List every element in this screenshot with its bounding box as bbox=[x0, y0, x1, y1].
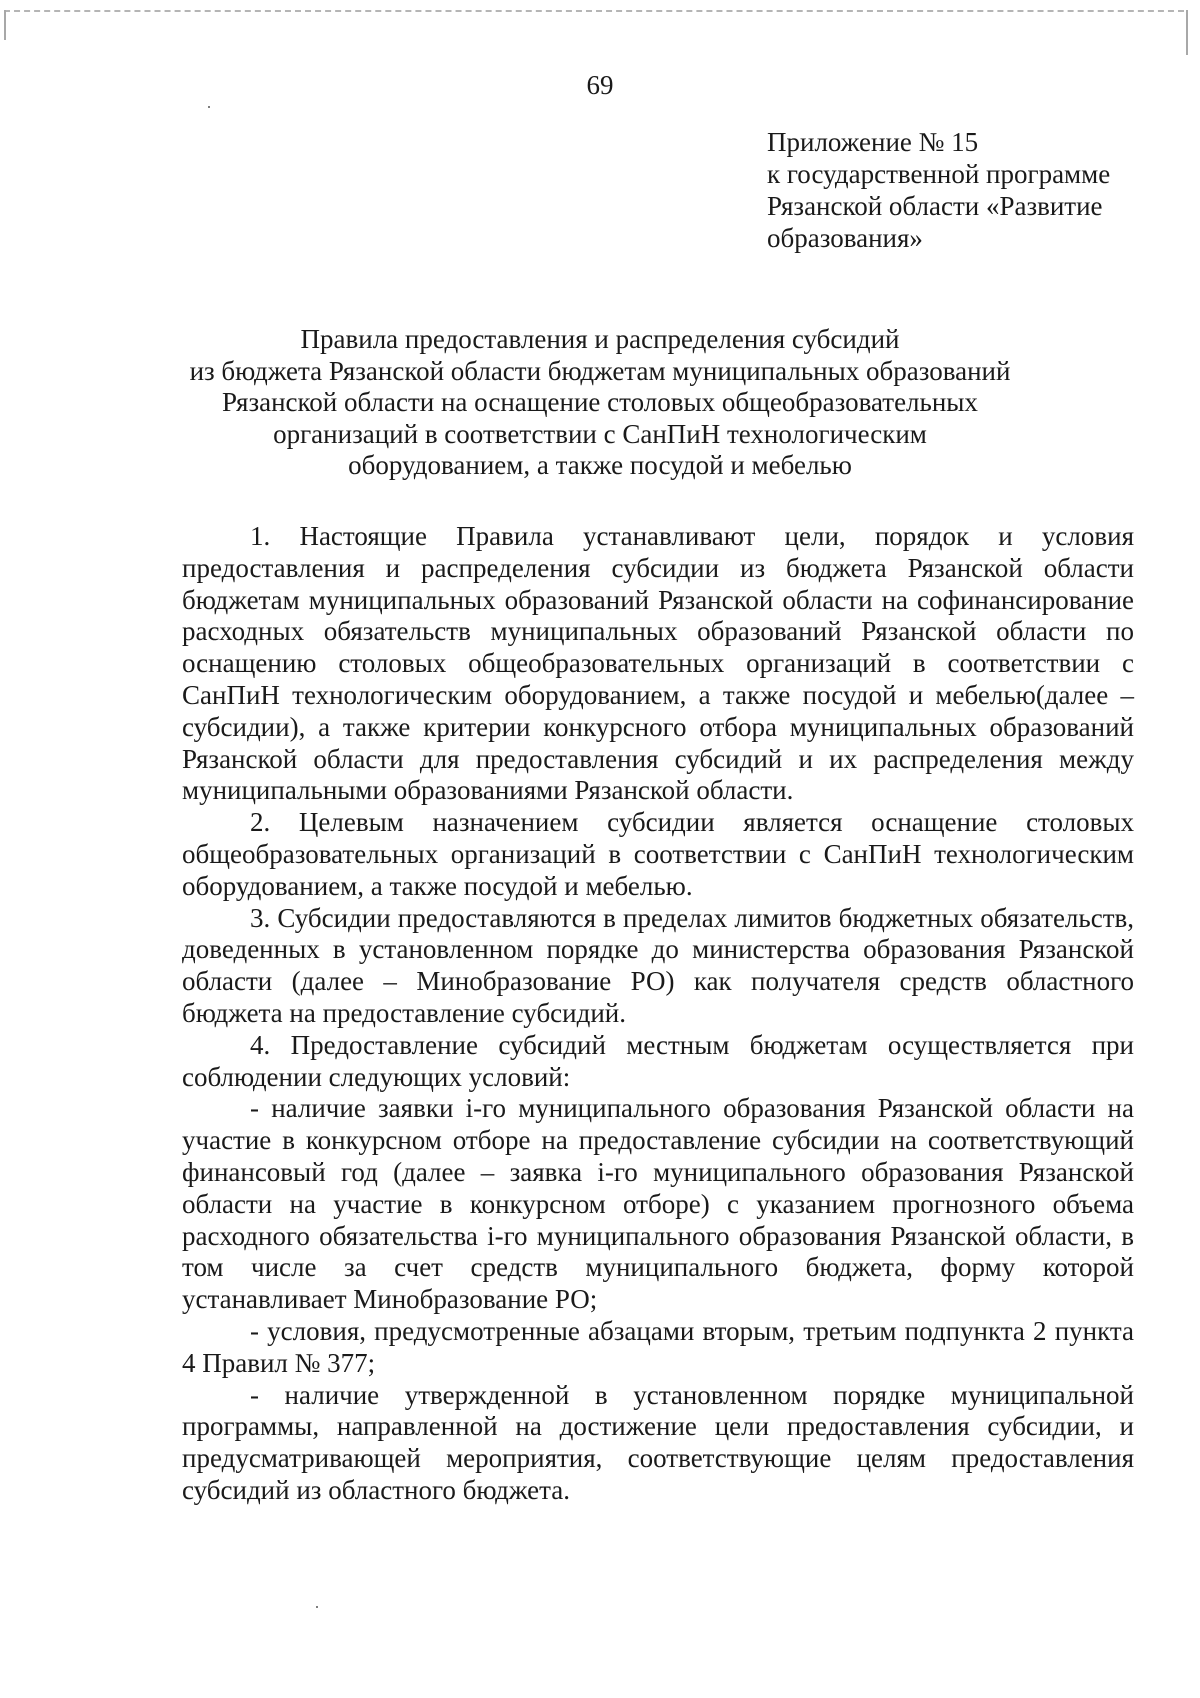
appendix-line: Рязанской области «Развитие bbox=[767, 191, 1103, 221]
body-paragraph-2: 2. Целевым назначением субсидии является оснащение столовых общеобразовательных организаций в соответствии с СанПиН технологическим оборудованием, а также посудой и мебелью. bbox=[182, 807, 1134, 901]
title-line: из бюджета Рязанской области бюджетам муниципальных образований bbox=[189, 355, 1011, 386]
title-line: Правила предоставления и распределения субсидий bbox=[300, 324, 900, 354]
scan-edge-left bbox=[4, 10, 6, 40]
appendix-line: к государственной программе bbox=[767, 159, 1111, 189]
body-paragraph-4: 4. Предоставление субсидий местным бюджетам осуществляется при соблюдении следующих условий: bbox=[182, 1029, 1134, 1092]
page-number: 69 bbox=[586, 70, 614, 100]
scan-speck bbox=[208, 106, 210, 108]
title-line: Рязанской области на оснащение столовых общеобразовательных bbox=[222, 387, 978, 417]
appendix-line: Приложение № 15 bbox=[767, 127, 979, 157]
scan-speck bbox=[316, 1606, 318, 1608]
scan-edge-right bbox=[1186, 10, 1188, 55]
body-paragraph-condition-3: - наличие утвержденной в установленном порядке муниципальной программы, направленной на достижение цели предоставления субсидии, и предусматривающей мероприятия, соответствующие целям предоставления субсидий из областного бюджета. bbox=[182, 1379, 1134, 1505]
appendix-line: образования» bbox=[767, 223, 923, 253]
document-body bbox=[182, 521, 1134, 1507]
body-paragraph-condition-1: - наличие заявки i-го муниципального образования Рязанской области на участие в конкурсном отборе на предоставление субсидии на соответствующий финансовый год (далее – заявка i-го муниципального образования Рязанской области на участие в конкурсном отборе) с указанием прогнозного объема расходного обязательства i-го муниципального образования Рязанской области, в том числе за счет средств муниципального бюджета, форму которой устанавливает Минобразование РО; bbox=[182, 1093, 1134, 1315]
scan-edge-top bbox=[4, 10, 1184, 12]
body-paragraph-condition-2: - условия, предусмотренные абзацами вторым, третьим подпункта 2 пункта 4 Правил № 377; bbox=[182, 1315, 1134, 1378]
body-paragraph-1: 1. Настоящие Правила устанавливают цели, порядок и условия предоставления и распределения субсидии из бюджета Рязанской области бюджетам муниципальных образований Рязанской области на софинансирование расходных обязательств муниципальных образований Рязанской области по оснащению столовых общеобразовательных организаций в соответствии с СанПиН технологическим оборудованием, а также посудой и мебелью(далее – субсидии), а также критерии конкурсного отбора муниципальных образований Рязанской области для предоставления субсидий и их распределения между муниципальными образованиями Рязанской области. bbox=[182, 521, 1134, 806]
appendix-block bbox=[767, 126, 1167, 254]
document-title bbox=[140, 324, 1060, 482]
title-line: оборудованием, а также посудой и мебелью bbox=[348, 450, 852, 480]
title-line: организаций в соответствии с СанПиН технологическим bbox=[273, 418, 927, 449]
body-paragraph-3: 3. Субсидии предоставляются в пределах лимитов бюджетных обязательств, доведенных в установленном порядке до министерства образования Рязанской области (далее – Минобразование РО) как получателя средств областного бюджета на предоставление субсидий. bbox=[182, 902, 1134, 1028]
